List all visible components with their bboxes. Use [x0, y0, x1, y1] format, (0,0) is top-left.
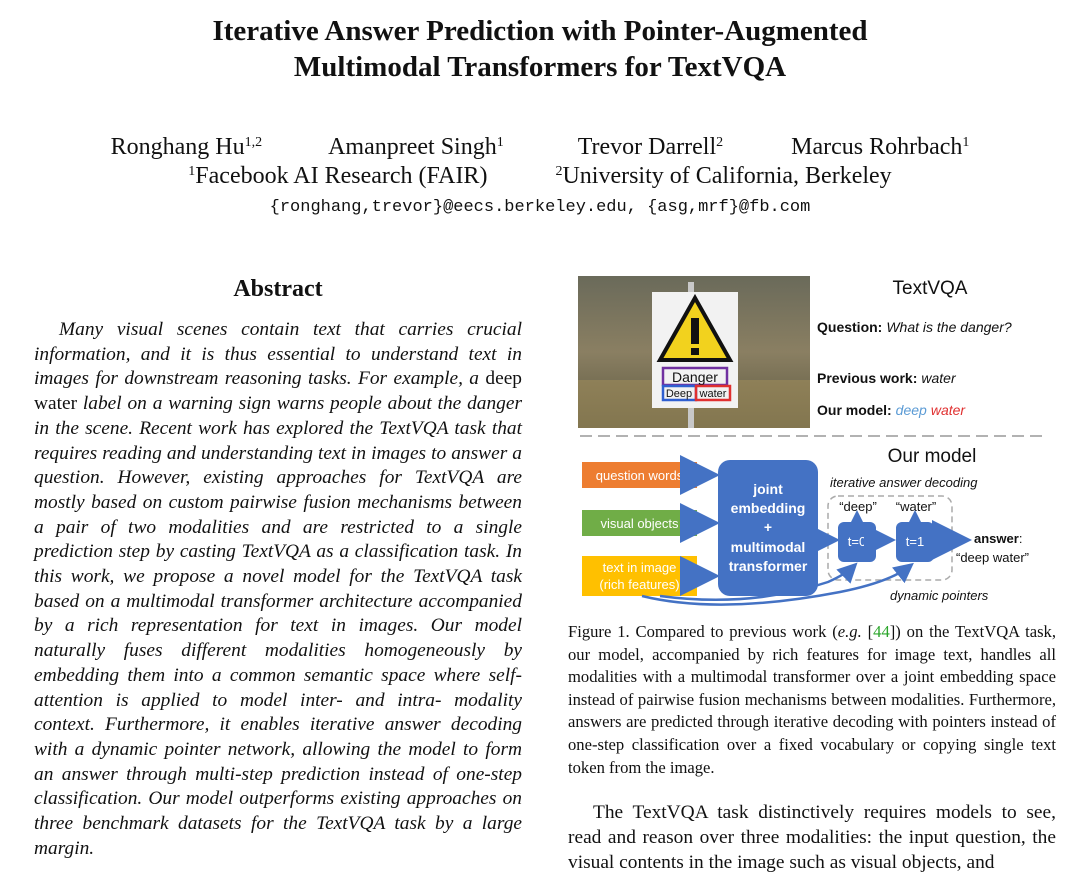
transformer-line-3: + [763, 519, 773, 535]
author-sup: 1 [496, 135, 504, 150]
affiliation-list [0, 162, 1080, 190]
input-question-label: question words [595, 468, 684, 483]
caption-prefix: Figure 1. Compared to previous work ( [568, 622, 838, 641]
step-0-label: t=0 [847, 534, 867, 549]
transformer-line-2: embedding [730, 500, 806, 516]
sign-word-water: water [699, 388, 727, 400]
caption-ref-close: ] [889, 622, 896, 641]
affiliation-sup: 2 [555, 164, 563, 179]
intro-paragraph: The TextVQA task distinctively requires models to see, read and reason over three modalities: the input question, the visual contents in the image such as visual objects, and [568, 802, 1056, 873]
affiliation-name: University of California, Berkeley [562, 163, 892, 189]
affiliation [555, 162, 891, 190]
author-name: Marcus Rohrbach [791, 134, 963, 160]
title-line-1: Iterative Answer Prediction with Pointer-Augmented [212, 15, 868, 47]
author [791, 133, 969, 161]
input-text-label-2: (rich features) [599, 577, 680, 592]
figure-previous-work [817, 370, 957, 386]
ours-label: Our model: [817, 402, 892, 418]
question-text: What is the danger? [886, 319, 1012, 335]
danger-sign-photo [578, 276, 810, 428]
title-line-2: Multimodal Transformers for TextVQA [293, 51, 787, 83]
author-emails: {ronghang,trevor}@eecs.berkeley.edu, {asg,mrf}@fb.com [269, 198, 811, 217]
answer-label-line [974, 531, 1022, 546]
input-text-label-1: text in image [602, 560, 677, 575]
prev-answer: water [921, 370, 956, 386]
figure-1 [570, 270, 1060, 610]
answer-colon: : [1018, 531, 1023, 546]
author-sup: 1,2 [244, 135, 263, 150]
citation-link[interactable]: 44 [873, 622, 890, 641]
question-label: Question: [817, 319, 883, 335]
abstract-example-deep: deep [485, 368, 522, 390]
input-visual-label: visual objects [600, 516, 679, 531]
caption-ref-open: [ [861, 622, 874, 641]
token-deep: “deep” [839, 499, 877, 514]
affiliation [188, 162, 487, 190]
author-name: Trevor Darrell [577, 134, 717, 160]
dynamic-pointers-label: dynamic pointers [890, 588, 989, 603]
figure-question [817, 319, 1012, 335]
figure-caption [568, 621, 1056, 779]
figure-textvqa-title: TextVQA [892, 278, 968, 299]
transformer-line-1: joint [753, 481, 783, 497]
abstract-text: label on a warning sign warns people about the danger in the scene. Recent work has explored the TextVQA task that requires reading and understanding text in images to answer a question. However, existing approaches for TextVQA are mostly based on custom pairwise fusion mechanisms between a pair of two modalities and are restricted to a single prediction step by casting TextVQA as a classification task. In this work, we propose a novel model for the TextVQA task based on a multimodal transformer architecture accompanied by a rich representation for text in images. Our model naturally fuses different modalities homogeneously by embedding them into a common semantic space where self-attention is applied to model inter- and intra- modality context. Furthermore, it enables iterative answer decoding with a dynamic pointer network, allowing the model to form an answer through multi-step prediction instead of one-step classification. Our model outperforms existing approaches on three benchmark datasets for the TextVQA task by a large margin. [34, 393, 522, 859]
ours-water: water [930, 402, 966, 418]
caption-eg: e.g. [837, 622, 862, 641]
author-sup: 1 [962, 135, 970, 150]
sign-word-deep: Deep [665, 388, 693, 400]
figure-our-model-title: Our model [887, 446, 977, 467]
answer-label: answer [974, 531, 1019, 546]
transformer-line-5: transformer [728, 558, 808, 574]
author-sup: 2 [716, 135, 724, 150]
sign-word-danger: Danger [672, 369, 718, 385]
step-1-label: t=1 [905, 534, 925, 549]
abstract-heading: Abstract [233, 276, 323, 302]
author [111, 133, 263, 161]
iterative-decoding-label: iterative answer decoding [830, 475, 978, 490]
author [328, 133, 504, 161]
abstract-body [34, 318, 522, 861]
prev-label: Previous work: [817, 370, 918, 386]
author-name: Ronghang Hu [110, 134, 245, 160]
ours-deep: deep [895, 402, 927, 418]
answer-text: “deep water” [956, 550, 1029, 565]
author-name: Amanpreet Singh [328, 134, 497, 160]
token-water: “water” [895, 499, 937, 514]
affiliation-name: Facebook AI Research (FAIR) [195, 163, 488, 189]
abstract-text: Many visual scenes contain text that carries crucial information, and it is thus essential to understand text in images for downstream reasoning tasks. For example, a [34, 319, 522, 390]
figure-our-model-answer [817, 402, 966, 418]
caption-rest: ) on the TextVQA task, our model, accompanied by rich features for image text, handles all modalities with a multimodal transformer over a joint embedding space instead of pairwise fusion mechanisms between modalities. Furthermore, answers are predicted through iterative decoding with pointers instead of one-step classification over a fixed vocabulary or copying single text token from the image. [568, 622, 1056, 777]
transformer-line-4: multimodal [730, 539, 806, 555]
author [578, 133, 723, 161]
paper-title [0, 13, 1080, 85]
abstract-example-water: water [34, 393, 78, 415]
affiliation-sup: 1 [188, 164, 196, 179]
author-list [0, 133, 1080, 161]
